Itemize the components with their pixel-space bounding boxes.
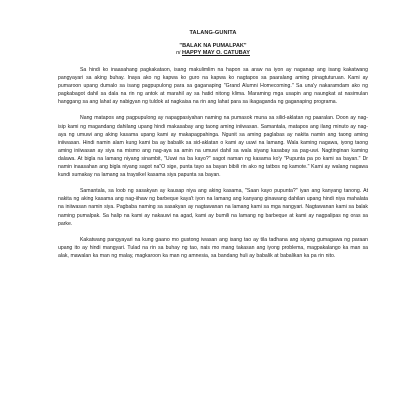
- document-body: [58, 30, 368, 268]
- story-title: "BALAK NA PUMALPAK": [179, 43, 247, 49]
- author-name: HAPPY MAY O. CATUBAY: [181, 50, 250, 56]
- paragraph: Sa hindi ko inaasahang pagkakataon, isang makulimlim na hapon sa araw na iyon ay naganap ang isang kakatwang pangyayari sa aking buhay. Inaya ako ng kapwa ko guro na kapwa ko nagtapos sa paaralang aming pinagtuturuan. Kami ay pumaroon upang dumalo sa isang pagpupulong para sa gaganaping "Grand Alumni Homecoming." Sa una'y nakaramdam ako ng pagkabagot dahil sa dala na rin ng antok at marahil ay sa hatid nitong klima. Maraming mga usapin ang naungkat at nasimulan hanggang sa ang lahat ay nabigyan ng tuldok at nagkaisa na rin ang lahat para sa ikagaganda ng gaganaping programa.: [58, 67, 368, 106]
- document-title: TALANG-GUNITA: [189, 30, 237, 36]
- paragraph: Nang matapos ang pagpupulong ay napagpasiyahan naming na pumasok muna sa silid-aklatan ng paaralan. Doon ay nag-isip kami ng magandang dahilang upang hindi makasabay ang taong aming iniiwasan. Samantala, matapos ang ilang minuto ay nag-aya ng umuwi ang aking kasama upang kami ay makapagpahinga. Ngunit sa aming paglabas ay nakita namin ang taong aming iniiwasan. Hindi namin alam kung kami ba ay babalik sa sid-aklatan o kami ay uuwi na lamang. Wala kaming nagawa, iyong taong aming iniiwasan ay siya na mismo ang nag-aya sa amin na umuwi dahil sa wala siyang kasabay sa pag-uwi. Nagtinginan kaming dalawa. At bigla na lamang niyang sinambit, "Uuwi na ba kayo?" sagot naman ng kasama ko'y "Pupunta pa po kami sa bayan." Dr namin inaasahan ang bigla niyang sagot na"O sige, punta tayo sa bayan bibili rin ako ng tatbos ng kamote." Kami ay walang nagawa kundi sumakay na lamang sa traysikel kasama siya papunta sa bayan.: [58, 115, 368, 179]
- byline-prefix: ni: [176, 50, 181, 56]
- paragraph: Samantala, sa loob ng sasakyan ay kausap niya ang aking kasama, "Saan kayo pupunta?" iyan ang kanyang tanong. At nakita ng aking kasama ang nag-iihaw ng barbeque kaya't iyon na lamang ang kanyang ginawang dahilan upang hindi niya mahalata na iniiwasan namin siya. Pagbaba naming sa sasakyan ay nagtawanan na lamang kami sa mga nangyari. Nagtawanan kami sa balak naming pumalpak. Sa halip na kami ay nakauwi na agad, kami ay bumili na lamang ng barbeque at kami ay nagpalipas ng oras sa parke.: [58, 188, 368, 227]
- paragraph: Kakatwang pangyayari na kung gaano mo gustong iwasan ang isang tao ay tila tadhana ang siyang gumagawa ng paraan upang ito ay hindi mangyari. Tulad na rin sa buhay ng tao, nais mo mang takasan ang iyong problema, magpakalango ka man sa alak, mawalan ka man ng malay, magkaroon ka man ng amnesia, sa bandang huli ay babalik at babalikan ka pa rin nito.: [58, 236, 368, 259]
- byline: [58, 50, 368, 57]
